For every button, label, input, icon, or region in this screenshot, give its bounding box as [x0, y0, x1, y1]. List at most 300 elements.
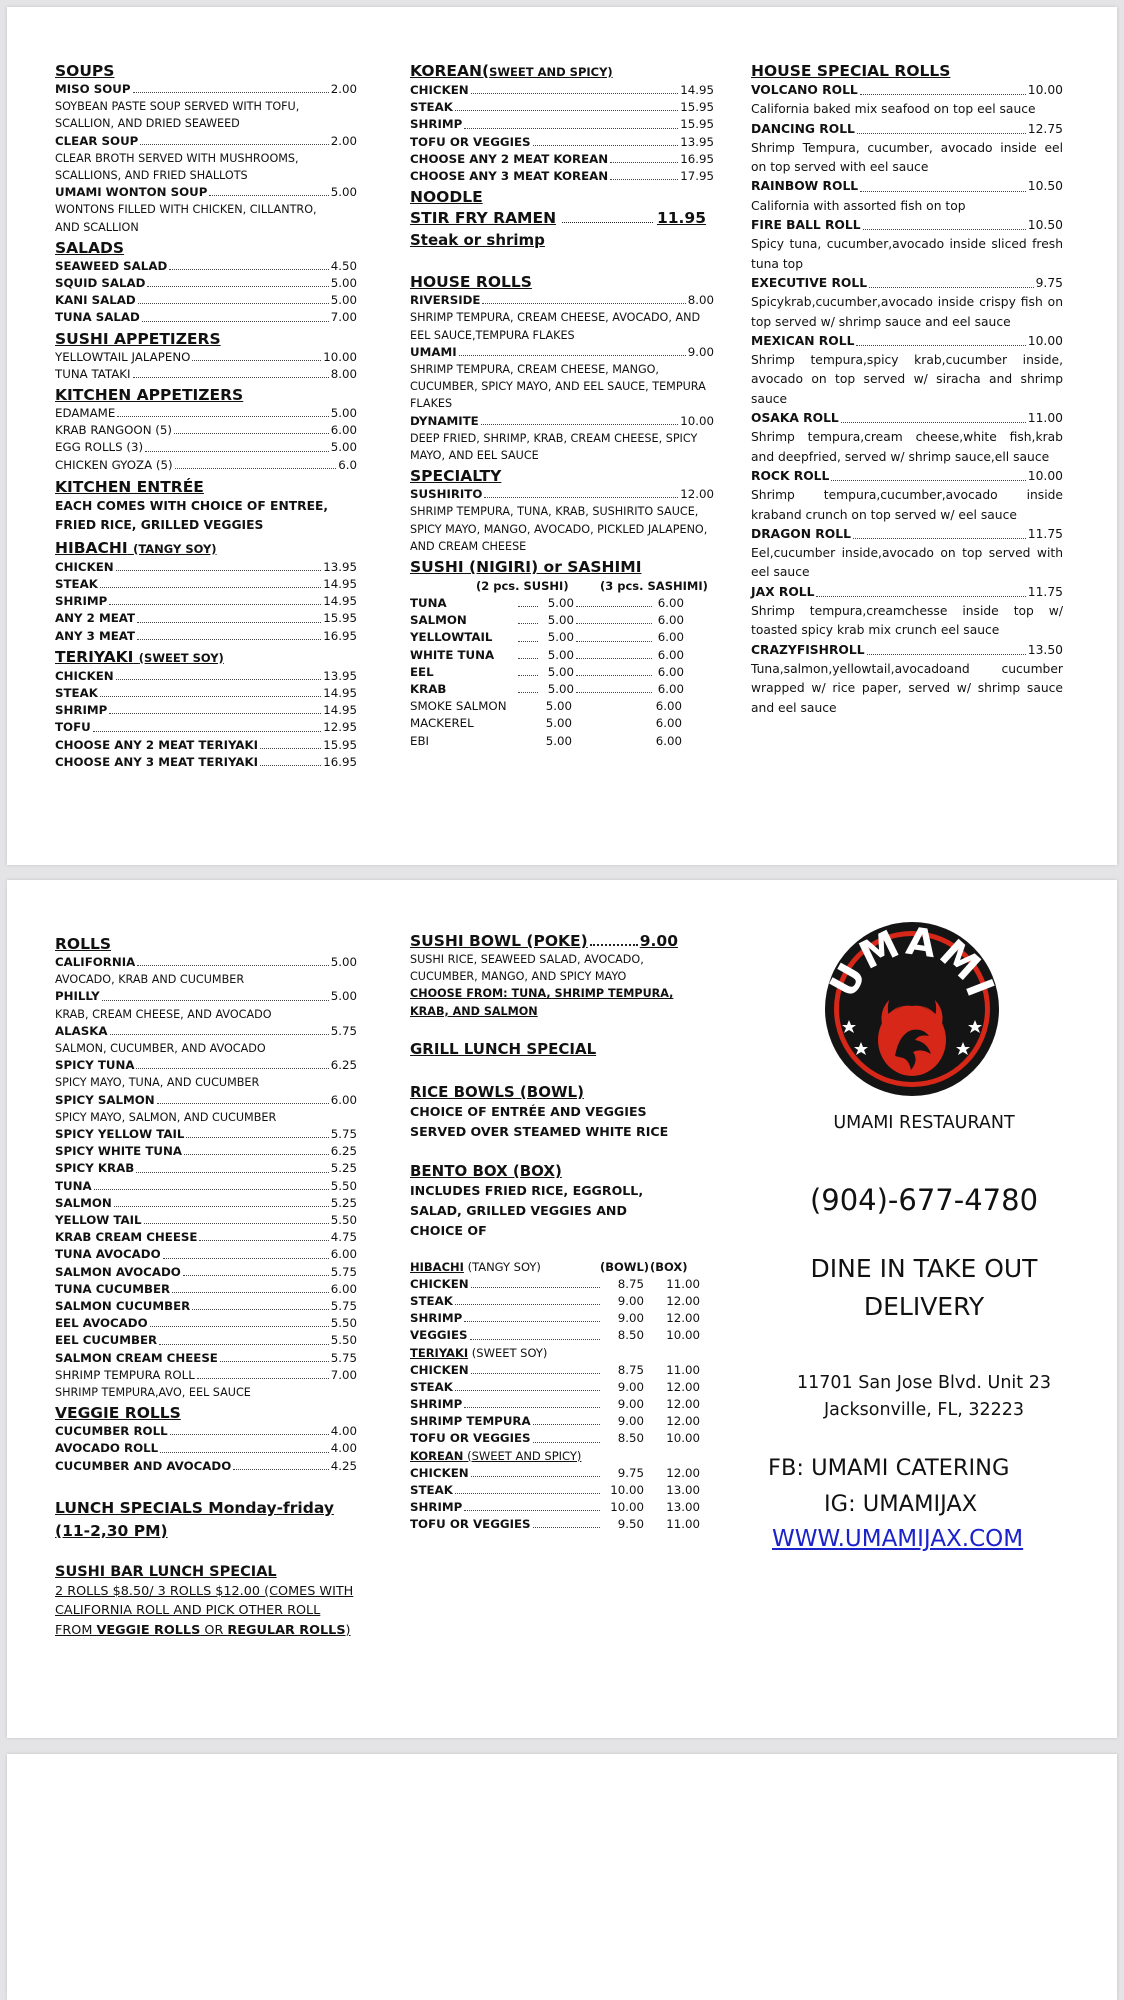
menu-item-name: EGG ROLLS (3) [55, 440, 144, 455]
leader-dots [533, 1430, 600, 1442]
leader-dots [471, 1276, 600, 1288]
leader-dots [576, 612, 652, 624]
korean-title: KOREAN( [410, 62, 490, 80]
leader-dots [94, 1189, 329, 1190]
lunch-item-name: TOFU OR VEGGIES [410, 1517, 531, 1532]
grill-lunch-heading: GRILL LUNCH SPECIAL [410, 1039, 597, 1058]
lunch-item-name: CHICKEN [410, 1276, 469, 1291]
leader-dots [260, 748, 321, 749]
lunch-korean-sub: (SWEET AND SPICY) [463, 1448, 582, 1463]
menu-item-price: 12.00 [680, 487, 714, 502]
nigiri-sashimi-price: 6.00 [657, 664, 684, 679]
menu-item-desc: SHRIMP TEMPURA, CREAM CHEESE, AVOCADO, AND EEL SAUCE,TEMPURA FLAKES [410, 311, 701, 342]
teriyaki-sub: (SWEET SOY) [138, 650, 224, 665]
menu-item-name: EDAMAME [55, 406, 116, 421]
nigiri-name: MACKEREL [410, 716, 474, 731]
menu-item-name: YELLOWTAIL JALAPENO [55, 349, 191, 364]
menu-item-row [55, 559, 357, 576]
special-roll-price: 10.00 [1027, 333, 1063, 348]
leader-dots [142, 321, 329, 322]
menu-item-row [55, 1126, 357, 1143]
menu-item-row [55, 702, 357, 719]
menu-item-row [410, 116, 714, 133]
services-line-1: DINE IN TAKE OUT [810, 1254, 1038, 1283]
korean-heading [410, 62, 714, 82]
menu-item-price: 8.00 [687, 293, 714, 308]
lunch-bowl-price: 8.75 [617, 1362, 644, 1377]
menu-item-row [55, 754, 357, 771]
lunch-col-bowl: (BOWL) [600, 1259, 650, 1274]
leader-dots [518, 629, 538, 641]
leader-dots [117, 416, 328, 417]
menu-item-name: SQUID SALAD [55, 276, 146, 291]
special-roll-price: 12.75 [1027, 121, 1063, 136]
leader-dots [133, 92, 329, 93]
menu-item-price: 5.50 [330, 1213, 357, 1228]
menu-item-row [410, 82, 714, 99]
leader-dots [169, 269, 328, 270]
menu-item-name: CHOOSE ANY 2 MEAT TERIYAKI [55, 737, 259, 752]
menu-item-name: UMAMI [410, 344, 457, 359]
sushi-bowl-price: 9.00 [639, 932, 678, 950]
menu-item-name: STEAK [55, 577, 98, 592]
sushi-lunch-text-c: OR [200, 1622, 228, 1638]
menu-item-name: ALASKA [55, 1023, 108, 1038]
menu-item-price: 10.00 [323, 349, 357, 364]
menu-item-row [410, 134, 714, 151]
leader-dots [93, 731, 322, 732]
sushi-bowl-dots [590, 932, 638, 946]
menu-item-price: 5.75 [330, 1350, 357, 1365]
menu-item-row [55, 275, 357, 292]
nigiri-row [410, 612, 714, 629]
specialty-list [410, 486, 714, 555]
umami-logo-graphic [823, 920, 1001, 1098]
sushi-bowl-title: SUSHI BOWL (POKE) [410, 932, 588, 950]
leader-dots [860, 94, 1026, 95]
lunch-box-price: 10.00 [666, 1328, 700, 1343]
menu-item-price: 14.95 [323, 686, 357, 701]
lunch-teriyaki-list [410, 1362, 710, 1448]
leader-dots [114, 1206, 329, 1207]
nigiri-name: WHITE TUNA [410, 647, 495, 662]
special-roll-price: 11.00 [1027, 411, 1063, 426]
menu-item-price: 14.95 [323, 577, 357, 592]
lunch-box-price: 13.00 [666, 1482, 700, 1497]
menu-item-price: 15.95 [323, 737, 357, 752]
menu-item-name: CHICKEN GYOZA (5) [55, 457, 173, 472]
menu-page-1 [7, 7, 1117, 865]
leader-dots [147, 286, 328, 287]
menu-item-row [55, 1023, 357, 1040]
leader-dots [484, 497, 678, 498]
umami-logo [823, 920, 1001, 1098]
nigiri-sashimi-price: 6.00 [657, 613, 684, 628]
menu-item-name: ANY 2 MEAT [55, 611, 136, 626]
menu-item-price: 6.25 [330, 1144, 357, 1159]
lunch-box-price: 12.00 [666, 1311, 700, 1326]
special-roll-name: OSAKA ROLL [751, 411, 839, 426]
menu-item-name: SALMON CREAM CHEESE [55, 1350, 218, 1365]
special-roll-price: 9.75 [1035, 275, 1063, 290]
menu-item-name: SEAWEED SALAD [55, 258, 168, 273]
special-roll-desc: Shrimp tempura,cucumber,avocado inside kraband crunch on top served w/ eel sauce [751, 488, 1063, 522]
menu-item-price: 5.00 [330, 440, 357, 455]
menu-item-name: SPICY SALMON [55, 1092, 155, 1107]
menu-item-name: SHRIMP TEMPURA ROLL [55, 1367, 195, 1382]
lunch-teriyaki-sub: (SWEET SOY) [468, 1345, 548, 1360]
soups-heading: SOUPS [55, 62, 115, 80]
leader-dots [455, 1379, 600, 1391]
lunch-item-name: SHRIMP TEMPURA [410, 1414, 531, 1429]
menu-item-row [55, 1458, 357, 1475]
leader-dots [455, 1293, 600, 1305]
leader-dots [576, 647, 652, 659]
lunch-item-name: VEGGIES [410, 1328, 468, 1343]
lunch-bowl-price: 10.00 [610, 1500, 644, 1515]
leader-dots [576, 681, 652, 693]
nigiri-sushi-price: 5.00 [545, 699, 572, 714]
menu-item-name: SPICY WHITE TUNA [55, 1144, 182, 1159]
menu-item-price: 2.00 [330, 133, 357, 148]
veggie-rolls-heading: VEGGIE ROLLS [55, 1404, 181, 1423]
menu-item-price: 13.95 [680, 134, 714, 149]
menu-item-price: 5.00 [330, 293, 357, 308]
logo-text: UMAMI [823, 920, 1001, 1005]
menu-item-row [55, 1332, 357, 1349]
menu-item-price: 4.50 [330, 258, 357, 273]
menu-item-desc: DEEP FRIED, SHRIMP, KRAB, CREAM CHEESE, SPICY MAYO, AND EEL SAUCE [410, 431, 698, 463]
lunch-item-name: SHRIMP [410, 1397, 463, 1412]
menu-item-row [55, 1423, 357, 1440]
special-roll-name: DRAGON ROLL [751, 526, 851, 541]
menu-item-price: 6.00 [330, 1281, 357, 1296]
lunch-bowl-price: 9.50 [617, 1517, 644, 1532]
menu-item-price: 14.95 [323, 703, 357, 718]
menu-item-row [410, 99, 714, 116]
menu-item-row [55, 309, 357, 326]
menu-item-row [55, 1350, 357, 1367]
leader-dots [100, 696, 321, 697]
lunch-item-row [410, 1430, 700, 1447]
menu-item-name: TUNA SALAD [55, 310, 140, 325]
special-roll-name: RAINBOW ROLL [751, 179, 859, 194]
page2-column-2 [410, 932, 710, 1533]
menu-item-name: STEAK [410, 100, 453, 115]
lunch-bowl-price: 8.75 [617, 1276, 644, 1291]
leader-dots [175, 468, 337, 469]
leader-dots [856, 345, 1025, 346]
leader-dots [816, 596, 1025, 597]
menu-item-row [55, 366, 357, 383]
veggie-rolls-list [55, 1423, 357, 1475]
rice-bowls-heading: RICE BOWLS (BOWL) [410, 1082, 584, 1101]
nigiri-sashimi-price: 6.00 [657, 596, 684, 611]
menu-item-name: CHOOSE ANY 3 MEAT TERIYAKI [55, 754, 259, 769]
lunch-bowl-price: 9.00 [617, 1379, 644, 1394]
page1-column-3 [751, 59, 1063, 718]
menu-item-row [55, 988, 357, 1005]
soups-list [55, 81, 357, 236]
menu-item-price: 17.95 [680, 169, 714, 184]
menu-item-name: UMAMI WONTON SOUP [55, 185, 208, 200]
menu-item-name: SALMON AVOCADO [55, 1264, 181, 1279]
menu-item-name: SPICY TUNA [55, 1058, 135, 1073]
special-roll-name: JAX ROLL [751, 584, 815, 599]
lunch-item-name: STEAK [410, 1294, 453, 1309]
lunch-box-price: 13.00 [666, 1500, 700, 1515]
menu-item-row [55, 1298, 357, 1315]
services-line-2: DELIVERY [863, 1292, 985, 1321]
lunch-item-name: SHRIMP [410, 1500, 463, 1515]
hibachi-heading [55, 539, 357, 559]
house-rolls-list [410, 292, 714, 464]
menu-item-price: 7.00 [330, 1367, 357, 1382]
lunch-box-price: 12.00 [666, 1397, 700, 1412]
menu-item-name: CHOOSE ANY 2 MEAT KOREAN [410, 151, 609, 166]
menu-item-name: STEAK [55, 686, 98, 701]
menu-item-row [55, 405, 357, 422]
nigiri-sushi-price: 5.00 [547, 647, 574, 662]
teriyaki-list [55, 668, 357, 771]
menu-item-price: 4.00 [330, 1424, 357, 1439]
leader-dots [183, 1275, 329, 1276]
menu-item-desc: KRAB, CREAM CHEESE, AND AVOCADO [55, 1007, 272, 1021]
menu-item-price: 14.95 [323, 594, 357, 609]
special-roll-row [751, 216, 1063, 235]
leader-dots [172, 1292, 329, 1293]
menu-item-name: TUNA CUCUMBER [55, 1281, 171, 1296]
sushi-bowl-choose: CHOOSE FROM: TUNA, SHRIMP TEMPURA, KRAB, AND SALMON [410, 987, 674, 1018]
menu-item-desc: AVOCADO, KRAB AND CUCUMBER [55, 973, 245, 987]
menu-item-name: CHOOSE ANY 3 MEAT KOREAN [410, 169, 609, 184]
menu-item-price: 14.95 [680, 83, 714, 97]
menu-item-row [410, 344, 714, 361]
lunch-item-row [410, 1362, 700, 1379]
lunch-box-price: 12.00 [666, 1414, 700, 1429]
leader-dots [518, 698, 538, 715]
leader-dots [192, 360, 321, 361]
menu-item-price: 13.95 [323, 559, 357, 574]
menu-item-name: CUCUMBER AND AVOCADO [55, 1458, 232, 1473]
menu-item-row [55, 1440, 357, 1457]
menu-item-price: 2.00 [330, 82, 357, 96]
leader-dots [138, 303, 329, 304]
lunch-item-name: STEAK [410, 1482, 453, 1497]
menu-item-name: RIVERSIDE [410, 293, 481, 308]
nigiri-row [410, 664, 714, 681]
nigiri-header-row [410, 577, 714, 595]
menu-item-name: MISO SOUP [55, 82, 131, 96]
menu-item-row [55, 668, 357, 685]
special-roll-name: MEXICAN ROLL [751, 333, 855, 348]
menu-item-name: CHICKEN [55, 559, 114, 574]
leader-dots [140, 144, 328, 145]
lunch-box-price: 12.00 [666, 1379, 700, 1394]
special-roll-price: 11.75 [1027, 526, 1063, 541]
menu-item-price: 5.00 [330, 406, 357, 421]
menu-item-price: 5.25 [330, 1195, 357, 1210]
leader-dots [464, 128, 678, 129]
menu-item-price: 15.95 [680, 100, 714, 115]
leader-dots [518, 647, 538, 659]
menu-item-price: 16.95 [323, 754, 357, 769]
leader-dots [145, 451, 329, 452]
leader-dots [233, 1469, 328, 1470]
nigiri-name: KRAB [410, 682, 447, 697]
leader-dots [860, 191, 1026, 192]
lunch-item-name: SHRIMP [410, 1311, 463, 1326]
special-roll-desc: Spicy tuna, cucumber,avocado inside sliced fresh tuna top [751, 237, 1063, 271]
menu-item-name: SUSHIRITO [410, 487, 483, 502]
leader-dots [109, 713, 321, 714]
menu-item-price: 9.00 [687, 344, 714, 359]
nigiri-sushi-price: 5.00 [547, 596, 574, 611]
leader-dots [471, 1362, 600, 1374]
nigiri-sashimi-price: 6.00 [655, 716, 682, 731]
leader-dots [136, 1068, 328, 1069]
menu-page-2 [7, 880, 1117, 1738]
menu-item-name: SPICY KRAB [55, 1161, 135, 1176]
menu-item-desc: SALMON, CUCUMBER, AND AVOCADO [55, 1042, 266, 1056]
ramen-name: STIR FRY RAMEN [410, 209, 557, 228]
menu-item-row [55, 737, 357, 754]
menu-item-name: CHICKEN [55, 668, 114, 683]
leader-dots [533, 1413, 600, 1425]
leader-dots [459, 355, 686, 356]
lunch-item-name: CHICKEN [410, 1465, 469, 1480]
menu-item-name: CHICKEN [410, 83, 469, 97]
lunch-bowl-price: 9.00 [617, 1311, 644, 1326]
menu-item-name: AVOCADO ROLL [55, 1441, 159, 1456]
lunch-hibachi-title: HIBACHI [410, 1259, 464, 1274]
lunch-item-row [410, 1516, 700, 1533]
leader-dots [455, 1482, 600, 1494]
korean-list [410, 82, 714, 185]
special-roll-name: ROCK ROLL [751, 468, 830, 483]
kitchen-entree-heading: KITCHEN ENTRÉE [55, 477, 204, 496]
menu-item-price: 5.50 [330, 1178, 357, 1193]
menu-item-price: 15.95 [323, 611, 357, 626]
menu-item-price: 13.95 [323, 668, 357, 683]
nigiri-heading: SUSHI (NIGIRI) or SASHIMI [410, 558, 642, 577]
hibachi-sub: (TANGY SOY) [133, 541, 217, 556]
menu-item-name: SALMON CUCUMBER [55, 1299, 191, 1314]
menu-item-row [55, 576, 357, 593]
menu-item-name: KRAB CREAM CHEESE [55, 1230, 198, 1245]
leader-dots [518, 664, 538, 676]
lunch-item-row [410, 1396, 700, 1413]
menu-item-name: TUNA [55, 1178, 92, 1193]
ramen-dots [562, 207, 653, 223]
sushi-appetizers-list [55, 349, 357, 383]
sushi-lunch-text-d: REGULAR ROLLS [227, 1622, 346, 1638]
nigiri-sushi-price: 5.00 [547, 630, 574, 645]
lunch-box-price: 11.00 [666, 1362, 700, 1377]
leader-dots [831, 480, 1025, 481]
special-roll-row [751, 467, 1063, 486]
menu-item-desc: SOYBEAN PASTE SOUP SERVED WITH TOFU, SCALLION, AND DRIED SEAWEED [55, 100, 300, 131]
nigiri-list [410, 595, 714, 750]
menu-item-row [55, 593, 357, 610]
leader-dots [572, 733, 652, 750]
nigiri-name: EEL [410, 664, 434, 679]
hibachi-title: HIBACHI [55, 538, 128, 557]
lunch-item-name: CHICKEN [410, 1362, 469, 1377]
korean-sub: SWEET AND SPICY) [489, 65, 613, 79]
leader-dots [192, 1309, 328, 1310]
ramen-option: Steak or shrimp [410, 231, 545, 250]
special-roll-name: VOLCANO ROLL [751, 83, 858, 97]
leader-dots [199, 1240, 328, 1241]
nigiri-sashimi-price: 6.00 [657, 630, 684, 645]
menu-item-price: 5.00 [330, 955, 357, 969]
sushi-bar-lunch-desc [55, 1582, 355, 1641]
leader-dots [869, 287, 1034, 288]
lunch-item-row [410, 1379, 700, 1396]
teriyaki-title: TERIYAKI [55, 647, 134, 666]
leader-dots [857, 133, 1026, 134]
nigiri-name: TUNA [410, 596, 447, 611]
special-roll-row [751, 120, 1063, 139]
special-roll-row [751, 274, 1063, 293]
menu-item-row [55, 184, 357, 201]
sushi-bowl-row [410, 932, 678, 951]
nigiri-sushi-price: 5.00 [547, 613, 574, 628]
leader-dots [116, 679, 322, 680]
special-roll-row [751, 409, 1063, 428]
menu-item-row [410, 168, 714, 185]
leader-dots [220, 1361, 329, 1362]
menu-item-price: 5.00 [330, 276, 357, 291]
menu-item-row [55, 1281, 357, 1298]
menu-item-price: 16.95 [323, 628, 357, 643]
leader-dots [482, 303, 685, 304]
phone-number[interactable]: (904)-677-4780 [809, 1183, 1039, 1217]
menu-item-row [55, 1143, 357, 1160]
special-roll-row [751, 583, 1063, 602]
nigiri-name: YELLOWTAIL [410, 630, 493, 645]
leader-dots [471, 1465, 600, 1477]
menu-item-row [55, 422, 357, 439]
special-roll-price: 10.50 [1027, 179, 1063, 194]
menu-item-desc: SHRIMP TEMPURA, TUNA, KRAB, SUSHIRITO SAUCE, SPICY MAYO, MANGO, AVOCADO, PICKLED JALAPENO, AND CREAM CHEESE [410, 505, 708, 553]
menu-item-row [55, 1092, 357, 1109]
rice-bowls-desc: CHOICE OF ENTRÉE AND VEGGIES SERVED OVER STEAMED WHITE RICE [410, 1103, 669, 1139]
menu-item-row [55, 349, 357, 366]
lunch-hibachi-heading [410, 1259, 700, 1276]
menu-item-price: 5.50 [330, 1333, 357, 1348]
menu-item-name: KRAB RANGOON (5) [55, 423, 172, 438]
lunch-bowl-price: 8.50 [617, 1328, 644, 1343]
nigiri-sashimi-price: 6.00 [655, 699, 682, 714]
website-link-text[interactable]: WWW.UMAMIJAX.COM [772, 1526, 1024, 1552]
leader-dots [137, 639, 321, 640]
stir-fry-ramen-row [410, 207, 706, 229]
leader-dots [853, 538, 1026, 539]
menu-item-row [55, 133, 357, 150]
special-roll-price: 10.00 [1027, 83, 1063, 97]
menu-item-price: 10.00 [680, 413, 714, 428]
lunch-box-price: 12.00 [666, 1465, 700, 1480]
page2-column-1 [55, 932, 357, 1640]
menu-item-name: CUCUMBER ROLL [55, 1424, 168, 1439]
website-link[interactable] [772, 1526, 1023, 1552]
leader-dots [159, 1344, 329, 1345]
nigiri-name: SMOKE SALMON [410, 699, 507, 714]
page1-column-1 [55, 59, 357, 771]
menu-item-row [55, 258, 357, 275]
